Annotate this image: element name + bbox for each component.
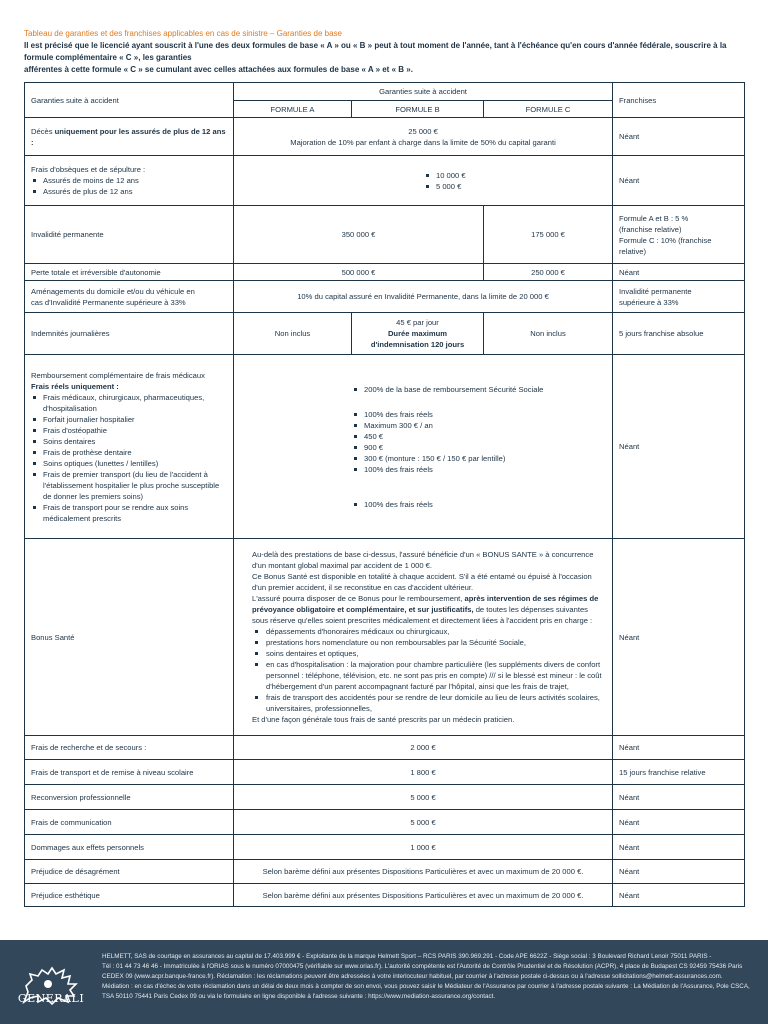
amenagements-franchise-line: Invalidité permanente xyxy=(619,286,692,296)
bonus-item: dépassements d'honoraires médicaux ou chirurgicaux, xyxy=(266,626,602,637)
transport-label: Frais de transport et de remise à niveau scolaire xyxy=(25,760,234,785)
bonus-p3 xyxy=(252,593,602,626)
invalidite-franchise-line: Formule A et B : 5 % xyxy=(619,213,689,223)
generali-logo-text: GENERALI xyxy=(17,992,85,1005)
obseques-item: Assurés de plus de 12 ans xyxy=(43,186,227,197)
footer xyxy=(0,940,768,1024)
bonus-label: Bonus Santé xyxy=(25,539,234,736)
desagrement-value: Selon barème défini aux présentes Dispositions Particulières et avec un maximum de 20 000 €. xyxy=(234,860,613,884)
bonus-p4: Et d'une façon générale tous frais de santé prescrits par un médecin praticien. xyxy=(252,715,515,724)
remboursement-subtitle: Frais réels uniquement : xyxy=(31,381,119,391)
invalidite-value-c: 175 000 € xyxy=(484,206,613,264)
bonus-text xyxy=(234,539,613,736)
perte-value-ab: 500 000 € xyxy=(234,264,484,281)
indemnites-b-amount: 45 € par jour xyxy=(396,318,439,327)
reconversion-label: Reconversion professionnelle xyxy=(25,785,234,810)
indemnites-value-b xyxy=(352,313,484,355)
esthetique-value: Selon barème défini aux présentes Dispositions Particulières et avec un maximum de 20 000 €. xyxy=(234,884,613,907)
desagrement-label: Préjudice de désagrément xyxy=(25,860,234,884)
remboursement-value: Maximum 300 € / an xyxy=(364,420,606,431)
bonus-item: frais de transport des accidentés pour se rendre de leur domicile au lieu de leurs activités scolaires, universitaires, professionnelles, xyxy=(266,692,602,714)
bonus-item: soins dentaires et optiques, xyxy=(266,648,602,659)
intro-text xyxy=(24,40,746,76)
invalidite-franchise-line: Formule C : 10% (franchise xyxy=(619,235,712,245)
esthetique-label: Préjudice esthétique xyxy=(25,884,234,907)
recherche-value: 2 000 € xyxy=(234,736,613,760)
obseques-label xyxy=(25,156,234,206)
dommages-franchise: Néant xyxy=(613,835,745,860)
deces-label-bold: uniquement pour les assurés de plus de 12 ans : xyxy=(31,126,226,147)
legal-line: Tél : 01 44 73 46 46 - Immatriculée à l'ORIAS sous le numéro 07000475 (vérifiable sur www.orias.fr). L'autorité compétente est l'Autorité de Contrôle Prudentiel et de Résolution (ACPR), 4 place de Budapest CS 92459 75436 Paris xyxy=(102,963,743,970)
transport-franchise: 15 jours franchise relative xyxy=(613,760,745,785)
bonus-p3-pre: L'assuré pourra disposer de ce Bonus pour le remboursement, xyxy=(252,594,463,603)
indemnites-franchise: 5 jours franchise absolue xyxy=(613,313,745,355)
amenagements-label-line: cas d'Invalidité Permanente supérieure à 33% xyxy=(31,297,186,307)
legal-line: CEDEX 09 (www.acpr.banque-france.fr). Réclamation : les réclamations peuvent être adressées à votre interlocuteur habituel, par courrier à l'adresse postale ci-dessus ou à l'adresse sollicitations@helmett-assurances.com. xyxy=(102,973,723,980)
desagrement-franchise: Néant xyxy=(613,860,745,884)
deces-value-note: Majoration de 10% par enfant à charge dans la limite de 50% du capital garanti xyxy=(290,137,556,147)
deces-franchise: Néant xyxy=(613,118,745,156)
communication-franchise: Néant xyxy=(613,810,745,835)
perte-franchise: Néant xyxy=(613,264,745,281)
remboursement-value: 100% des frais réels xyxy=(364,499,606,510)
remboursement-item: Frais de premier transport (du lieu de l'accident à l'établissement hospitalier le plus proche susceptible de donner les premiers soins) xyxy=(43,469,227,502)
remboursement-item: Frais de transport pour se rendre aux soins médicalement prescrits xyxy=(43,502,227,524)
intro-line-2: afférentes à cette formule « C » se cumulant avec celles attachées aux formules de base « A » et « B ». xyxy=(24,65,413,74)
indemnites-label: Indemnités journalières xyxy=(25,313,234,355)
invalidite-franchise-line: (franchise relative) xyxy=(619,224,682,234)
esthetique-franchise: Néant xyxy=(613,884,745,907)
remboursement-value: 900 € xyxy=(364,442,606,453)
amenagements-franchise-line: supérieure à 33% xyxy=(619,297,679,307)
header-franchises: Franchises xyxy=(613,83,745,118)
header-formule-b: FORMULE B xyxy=(352,101,484,118)
remboursement-item: Soins optiques (lunettes / lentilles) xyxy=(43,458,227,469)
communication-value: 5 000 € xyxy=(234,810,613,835)
remboursement-value: 100% des frais réels xyxy=(364,409,606,420)
obseques-values xyxy=(234,156,613,206)
remboursement-franchise: Néant xyxy=(613,355,745,539)
remboursement-label xyxy=(25,355,234,539)
invalidite-value-ab: 350 000 € xyxy=(234,206,484,264)
legal-notice xyxy=(102,952,752,1002)
remboursement-item: Soins dentaires xyxy=(43,436,227,447)
header-guarantees: Garanties suite à accident xyxy=(25,83,234,118)
amenagements-label-line: Aménagements du domicile et/ou du véhicule en xyxy=(31,286,195,296)
remboursement-item: Frais médicaux, chirurgicaux, pharmaceutiques, d'hospitalisation xyxy=(43,392,227,414)
obseques-item: Assurés de moins de 12 ans xyxy=(43,175,227,186)
recherche-franchise: Néant xyxy=(613,736,745,760)
bonus-p2: Ce Bonus Santé est disponible en totalité à chaque accident. S'il a été entamé ou épuisé à l'occasion d'un premier accident, il se reconstitue en cas d'accident ultérieur. xyxy=(252,572,592,592)
remboursement-value: 200% de la base de remboursement Sécurité Sociale xyxy=(364,384,606,395)
indemnites-value-c: Non inclus xyxy=(484,313,613,355)
remboursement-item: Forfait journalier hospitalier xyxy=(43,414,227,425)
remboursement-title: Remboursement complémentaire de frais médicaux xyxy=(31,370,205,380)
deces-value-amount: 25 000 € xyxy=(408,126,438,136)
reconversion-franchise: Néant xyxy=(613,785,745,810)
dommages-value: 1 000 € xyxy=(234,835,613,860)
indemnites-value-a: Non inclus xyxy=(234,313,352,355)
perte-label: Perte totale et irréversible d'autonomie xyxy=(25,264,234,281)
deces-label xyxy=(25,118,234,156)
invalidite-franchise xyxy=(613,206,745,264)
bonus-p1: Au-delà des prestations de base ci-dessus, l'assuré bénéficie d'un « BONUS SANTE » à concurrence d'un montant global maximal par accident de 1 000 €. xyxy=(252,550,594,570)
amenagements-label xyxy=(25,281,234,313)
indemnites-b-duration: Durée maximum xyxy=(387,329,448,338)
bonus-p3-post: de toutes les dépenses suivantes sous réserve qu'elles soient prescrites médicalement et directement liées à l'accident pris en charge : xyxy=(252,605,593,625)
header-group: Garanties suite à accident xyxy=(234,83,613,101)
header-formule-a: FORMULE A xyxy=(234,101,352,118)
reconversion-value: 5 000 € xyxy=(234,785,613,810)
remboursement-value: 300 € (monture : 150 € / 150 € par lentille) xyxy=(364,453,606,464)
obseques-title: Frais d'obsèques et de sépulture : xyxy=(31,165,146,174)
communication-label: Frais de communication xyxy=(25,810,234,835)
remboursement-item: Frais de prothèse dentaire xyxy=(43,447,227,458)
header-formule-c: FORMULE C xyxy=(484,101,613,118)
recherche-label: Frais de recherche et de secours : xyxy=(25,736,234,760)
bonus-p3-bold: après intervention de ses régimes de prévoyance obligatoire et complémentaire, et sur justificatifs, xyxy=(252,594,599,614)
remboursement-value: 100% des frais réels xyxy=(364,464,606,475)
dommages-label: Dommages aux effets personnels xyxy=(25,835,234,860)
intro-line-1: Il est précisé que le licencié ayant souscrit à l'une des deux formules de base « A » ou « B » peut à tout moment de l'année, tant à l'échéance qu'en cours d'année fédérale, souscrire à la formule complémentaire « C », les garanties xyxy=(24,41,727,62)
indemnites-b-days: d'indemnisation 120 jours xyxy=(370,340,465,349)
bonus-franchise: Néant xyxy=(613,539,745,736)
amenagements-franchise xyxy=(613,281,745,313)
page-title: Tableau de garanties et des franchises applicables en cas de sinistre – Garanties de base xyxy=(24,29,342,38)
obseques-value: 5 000 € xyxy=(436,181,606,192)
bonus-item: en cas d'hospitalisation : la majoration pour chambre particulière (les suppléments divers de confort personnel : téléphone, télévision, etc. ne sont pas pris en compte) /// si le blessé est mineur : le coût d'hébergement d'un parent accompagnant facturé par l'hôpital, ainsi que les frais de trajet, xyxy=(266,660,602,691)
deces-value xyxy=(234,118,613,156)
obseques-franchise: Néant xyxy=(613,156,745,206)
legal-line: Médiation : en cas d'échec de votre réclamation dans un délai de deux mois à compter de son envoi, vous pouvez saisir le Médiateur de l'Assurance par courrier à l'adresse postale suivante : La Médiation de l'Assurance, Pole CSCA, xyxy=(102,983,750,990)
perte-value-c: 250 000 € xyxy=(484,264,613,281)
remboursement-values xyxy=(234,355,613,539)
deces-label-pre: Décès xyxy=(31,126,53,136)
amenagements-value: 10% du capital assuré en Invalidité Permanente, dans la limite de 20 000 € xyxy=(234,281,613,313)
bonus-item: prestations hors nomenclature ou non remboursables par la Sécurité Sociale, xyxy=(266,637,602,648)
invalidite-label: Invalidité permanente xyxy=(25,206,234,264)
transport-value: 1 800 € xyxy=(234,760,613,785)
legal-line: HELMETT, SAS de courtage en assurances au capital de 17.403.999 € - Exploitante de la marque Helmett Sport – RCS PARIS 390.969.291 - Code APE 6622Z - Siège social : 3 Boulevard Richard Lenoir 75011 PARIS - xyxy=(102,953,712,960)
remboursement-item: Frais d'ostéopathie xyxy=(43,425,227,436)
guarantees-table xyxy=(24,82,745,907)
remboursement-value: 450 € xyxy=(364,431,606,442)
obseques-value: 10 000 € xyxy=(436,170,606,181)
legal-line: TSA 50110 75441 Paris Cedex 09 ou via le formulaire en ligne disponible à l'adresse suivante : https://www.mediation-assurance.org/contact. xyxy=(102,993,496,1000)
invalidite-franchise-line: relative) xyxy=(619,246,647,256)
